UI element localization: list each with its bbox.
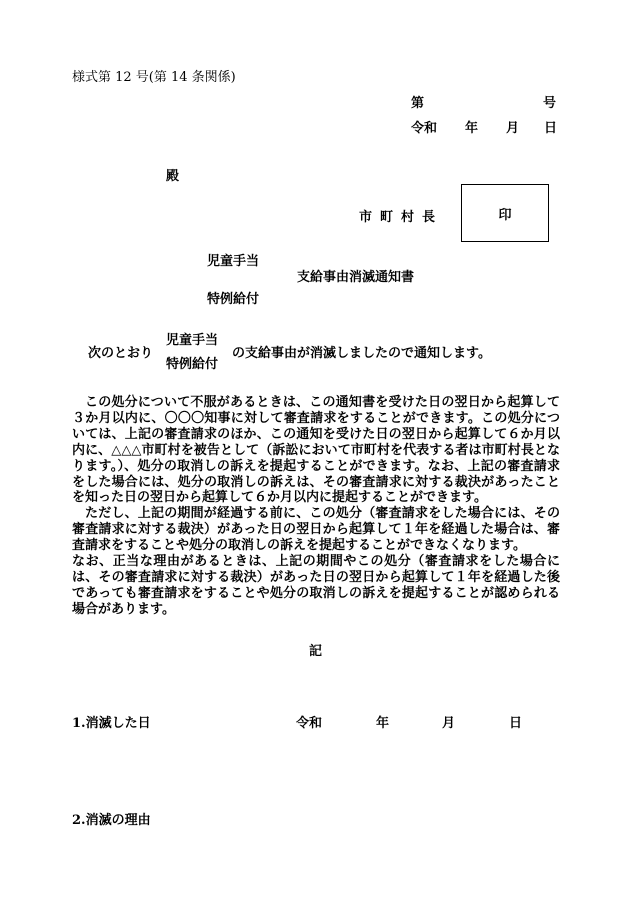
extinction-date-day: 日 xyxy=(509,716,523,731)
form-number: 様式第 12 号(第 14 条関係) xyxy=(72,70,236,85)
statement-option-child-allowance: 児童手当 xyxy=(166,333,219,348)
issue-date-year: 年 xyxy=(465,121,479,136)
appeal-notice-paragraph-3: なお、正当な理由があるときは、上記の期間やこの処分（審査請求をした場合には、その審査請求に対する裁決）があった日の翌日から起算して１年を経過した後であっても審査請求をすることや処分の取消しの訴えを提起することが認められる場合があります。 xyxy=(72,554,560,617)
document-number-prefix: 第 xyxy=(411,96,425,111)
document-title: 支給事由消滅通知書 xyxy=(297,270,415,285)
issuer-name: 市町村長 xyxy=(359,210,444,225)
seal-box xyxy=(461,184,549,242)
title-option-child-allowance: 児童手当 xyxy=(207,254,260,269)
appeal-notice xyxy=(72,395,560,618)
statement-prefix: 次のとおり xyxy=(88,346,154,361)
statement-option-special-benefit: 特例給付 xyxy=(166,357,219,372)
ki-heading: 記 xyxy=(309,644,323,659)
item1-label: 1.消滅した日 xyxy=(72,716,151,731)
appeal-notice-paragraph-2: ただし、上記の期間が経過する前に、この処分（審査請求をした場合には、その審査請求に対する裁決）があった日の翌日から起算して１年を経過した場合は、審査請求をすることや処分の取消しの訴えを提起することができなくなります。 xyxy=(72,506,560,554)
issue-date-era: 令和 xyxy=(411,121,438,136)
extinction-date-era: 令和 xyxy=(296,716,323,731)
extinction-date-year: 年 xyxy=(376,716,390,731)
document-number-suffix: 号 xyxy=(543,96,557,111)
issue-date-month: 月 xyxy=(506,121,520,136)
addressee-suffix: 殿 xyxy=(166,169,180,184)
seal-label: 印 xyxy=(498,207,512,223)
title-option-special-benefit: 特例給付 xyxy=(207,292,260,307)
statement-suffix: の支給事由が消滅しましたので通知します。 xyxy=(232,346,491,361)
extinction-date-month: 月 xyxy=(442,716,456,731)
issue-date-day: 日 xyxy=(544,121,558,136)
appeal-notice-paragraph-1: この処分について不服があるときは、この通知書を受けた日の翌日から起算して３か月以内に、〇〇〇知事に対して審査請求をすることができます。この処分については、上記の審査請求のほか、この通知を受けた日の翌日から起算して６か月以内に、△△△市町村を被告として（訴訟において市町村を代表する者は市町村長となります。）、処分の取消しの訴えを提起することができます。なお、上記の審査請求をした場合には、処分の取消しの訴えは、その審査請求に対する裁決があったことを知った日の翌日から起算して６か月以内に提起することができます。 xyxy=(72,395,560,506)
item2-label: 2.消滅の理由 xyxy=(72,813,151,828)
